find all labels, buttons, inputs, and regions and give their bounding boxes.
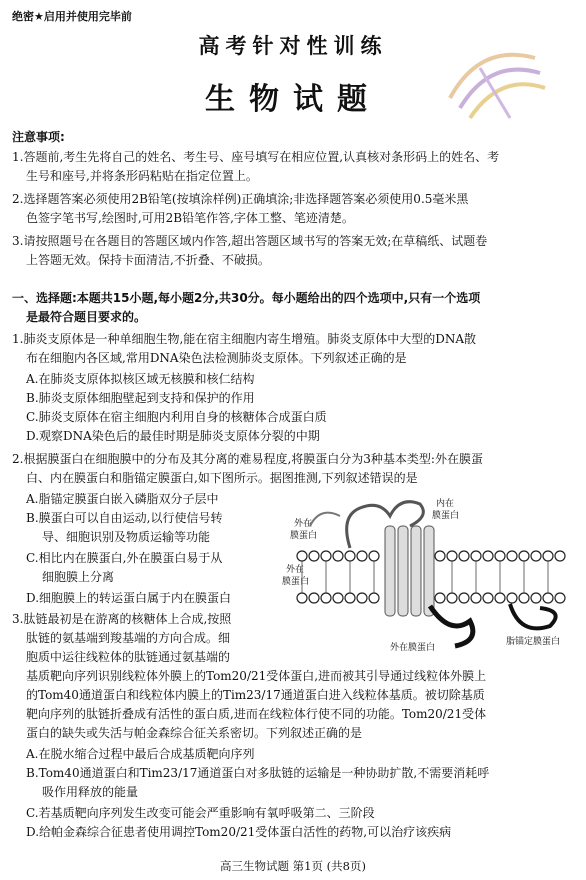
label-outer-left-1: 外在 [286,565,305,575]
q2-option-b-line-1: B.膜蛋白可以自由运动,以行使信号转 [26,511,223,525]
q3-option-b-line-1: B.Tom40通道蛋白和Tim23/17通道蛋白对多肽链的运输是一种协助扩散,不需要消耗呼 [26,766,490,780]
q1-option-b: B.肺炎支原体细胞壁起到支持和保护的作用 [26,391,255,405]
q3-option-a: A.在脱水缩合过程中最后合成基质靶向序列 [26,747,255,761]
label-lipid-anchored: 脂锚定膜蛋白 [506,637,561,647]
notice-1-line-2: 生号和座号,并将条形码粘贴在指定位置上。 [26,169,258,183]
membrane-diagram [280,486,580,656]
membrane-protein-figure [280,486,580,656]
q3-option-d: D.给帕金森综合征患者使用调控Tom20/21受体蛋白活性的药物,可以治疗该疾病 [26,825,452,839]
notice-2-line-1: 2.选择题答案必须使用2B铅笔(按填涂样例)正确填涂;非选择题答案必须使用0.5毫米黑 [12,192,469,206]
q3-stem-line-1: 3.肽链最初是在游离的核糖体上合成,按照 [12,612,232,626]
q2-option-b-line-2: 导、细胞识别及物质运输等功能 [42,530,211,544]
q3-stem-line-7: 蛋白的缺失或失活与帕金森综合征关系密切。下列叙述正确的是 [26,726,363,740]
page-footer: 高三生物试题 第1页 (共8页) [220,859,366,873]
q2-stem-line-1: 2.根据膜蛋白在细胞膜中的分布及其分离的难易程度,将膜蛋白分为3种基本类型:外在膜蛋 [12,452,483,466]
label-outer-bottom: 外在膜蛋白 [390,643,436,653]
label-outer-top-1: 外在 [294,519,313,529]
notice-1-line-1: 1.答题前,考生先将自己的姓名、考生号、座号填写在相应位置,认真核对条形码上的姓名、考 [12,150,500,164]
notice-3-line-1: 3.请按照题号在各题目的答题区域内作答,超出答题区域书写的答案无效;在草稿纸、试题卷 [12,234,488,248]
section-heading-line-2: 是最符合题目要求的。 [26,310,147,324]
q2-stem-line-2: 白、内在膜蛋白和脂锚定膜蛋白,如下图所示。据图推测,下列叙述错误的是 [26,471,418,485]
q2-option-c-line-2: 细胞膜上分离 [42,570,115,584]
q2-option-d: D.细胞膜上的转运蛋白属于内在膜蛋白 [26,591,232,605]
q3-stem-line-3: 胞质中运往线粒体的肽链通过氨基端的 [26,650,231,664]
watermark-logo-icon [440,38,550,128]
q1-option-a: A.在肺炎支原体拟核区域无核膜和核仁结构 [26,372,255,386]
q3-stem-line-4: 基质靶向序列识别线粒体外膜上的Tom20/21受体蛋白,进而被其引导通过线粒体外膜上 [26,669,487,683]
q3-stem-line-2: 肽链的氨基端到羧基端的方向合成。细 [26,631,231,645]
notice-3-line-2: 上答题无效。保持卡面清洁,不折叠、不破损。 [26,253,270,267]
q1-option-d: D.观察DNA染色后的最佳时期是肺炎支原体分裂的中期 [26,429,320,443]
exam-subject: 生物试题 [205,82,381,117]
label-inner-2: 膜蛋白 [432,511,460,521]
exam-title: 高考针对性训练 [198,33,388,58]
q2-option-c-line-1: C.相比内在膜蛋白,外在膜蛋白易于从 [26,551,223,565]
q1-stem-line-2: 布在细胞内各区域,常用DNA染色法检测肺炎支原体。下列叙述正确的是 [26,351,407,365]
label-outer-left-2: 膜蛋白 [282,577,310,587]
q1-stem-line-1: 1.肺炎支原体是一种单细胞生物,能在宿主细胞内寄生增殖。肺炎支原体中大型的DNA散 [12,332,477,346]
label-outer-top-2: 膜蛋白 [290,531,318,541]
q1-option-c: C.肺炎支原体在宿主细胞内利用自身的核糖体合成蛋白质 [26,410,327,424]
q2-option-a: A.脂锚定膜蛋白嵌入磷脂双分子层中 [26,492,219,506]
section-heading-line-1: 一、选择题:本题共15小题,每小题2分,共30分。每小题给出的四个选项中,只有一个选项 [12,291,481,305]
q3-stem-line-5: 的Tom40通道蛋白和线粒体内膜上的Tim23/17通道蛋白进入线粒体基质。被切除基质 [26,688,485,702]
q3-option-b-line-2: 吸作用释放的能量 [42,785,139,799]
label-inner-1: 内在 [436,499,455,509]
q3-option-c: C.若基质靶向序列发生改变可能会严重影响有氧呼吸第二、三阶段 [26,806,375,820]
notice-heading: 注意事项: [12,130,65,144]
notice-2-line-2: 色签字笔书写,绘图时,可用2B铅笔作答,字体工整、笔迹清楚。 [26,211,354,225]
secret-label: 绝密★启用并使用完毕前 [12,10,132,23]
q3-stem-line-6: 靶向序列的肽链折叠成有活性的蛋白质,进而在线粒体行使不同的功能。Tom20/21受体 [26,707,487,721]
